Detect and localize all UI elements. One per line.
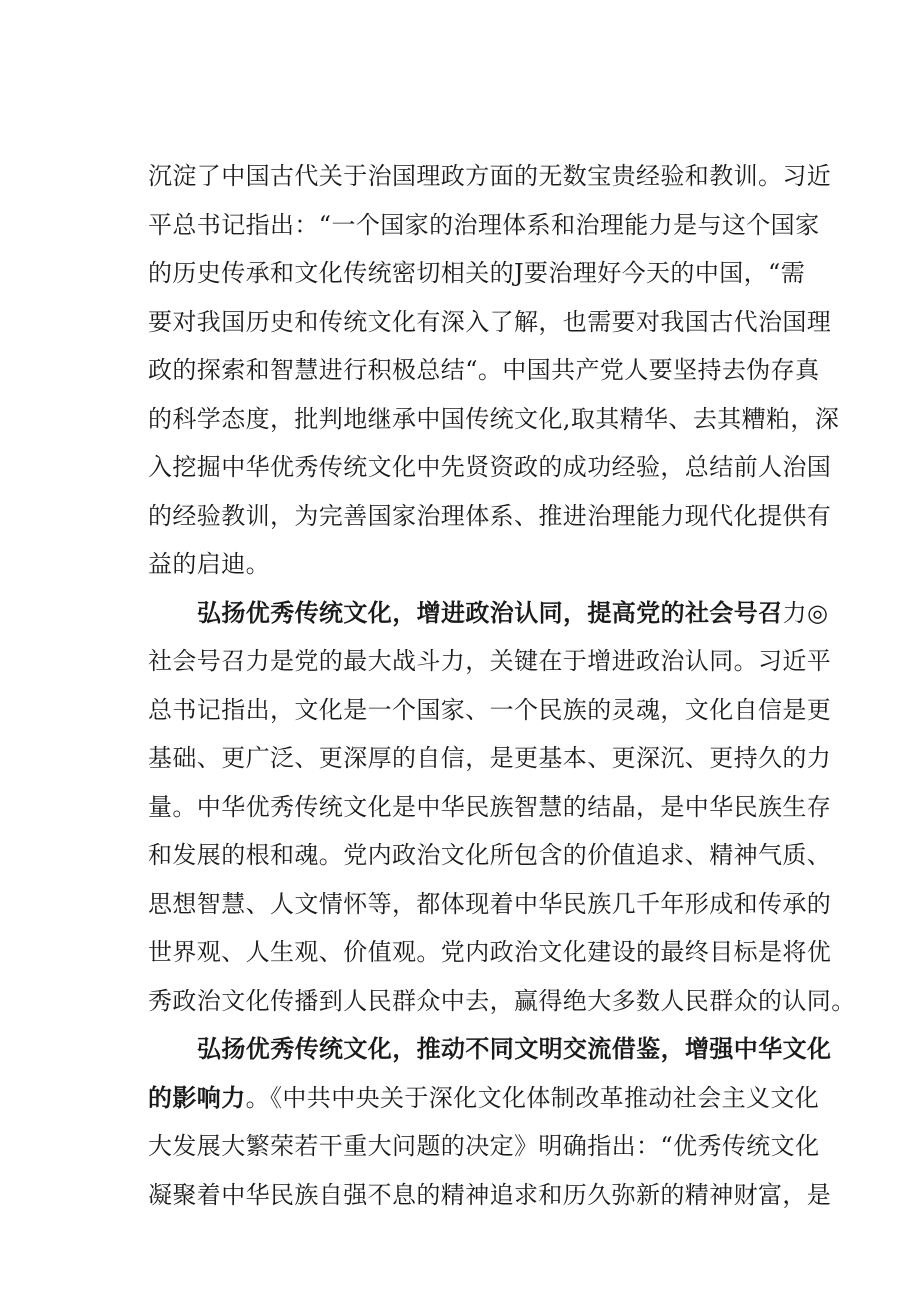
- paragraph-3-heading-line-1: 弘扬优秀传统文化，推动不同文明交流借鉴，增强中华文化: [197, 1034, 832, 1063]
- paragraph-2-line-5: 和发展的根和魂。党内政治文化所包含的价值追求、精神气质、: [148, 841, 832, 869]
- paragraph-2-line-1: 社会号召力是党的最大战斗力，关键在于增进政治认同。习近平: [148, 647, 832, 675]
- paragraph-2-heading-tail: 力◎: [782, 598, 829, 627]
- paragraph-1-line-6: 的科学态度，批判地继承中国传统文化,取其精华、去其糟粕，深: [148, 404, 840, 433]
- paragraph-1-line-2: 平总书记指出：“一个国家的治理体系和治理能力是与这个国家: [148, 210, 820, 239]
- paragraph-2-heading-bold: 弘扬优秀传统文化，增进政治认同，提高党的社会号召: [197, 597, 783, 627]
- paragraph-3-heading-bold: 的影响力: [148, 1082, 246, 1112]
- paragraph-1-line-1: 沉淀了中国古代关于治国理政方面的无数宝贵经验和教训。习近: [148, 162, 832, 190]
- paragraph-1-line-4: 要对我国历史和传统文化有深入了解，也需要对我国古代治国理: [148, 307, 832, 336]
- document-body: [148, 152, 856, 1219]
- paragraph-3-heading-rest: 。《中共中央关于深化文化体制改革推动社会主义文化: [245, 1083, 820, 1112]
- paragraph-3-heading-line-2: [148, 1074, 820, 1123]
- paragraph-2-line-6: 思想智慧、人文情怀等，都体现着中华民族几千年形成和传承的: [148, 889, 832, 918]
- paragraph-1-line-9: 益的启迪。: [148, 550, 270, 578]
- paragraph-3-line-1: 大发展大繁荣若干重大问题的决定》明确指出：“优秀传统文化: [148, 1132, 820, 1160]
- paragraph-2-line-4: 量。中华优秀传统文化是中华民族智慧的结晶，是中华民族生存: [148, 792, 832, 821]
- paragraph-2-line-8: 秀政治文化传播到人民群众中去，赢得绝大多数人民群众的认同。: [148, 986, 856, 1015]
- paragraph-1-line-5: 政的探索和智慧进行积极总结“。中国共产党人要坚持去伪存真: [148, 356, 820, 384]
- paragraph-2-line-7: 世界观、人生观、价值观。党内政治文化建设的最终目标是将优: [148, 938, 832, 966]
- paragraph-2-heading: [148, 589, 829, 638]
- paragraph-1-line-7: 入挖掘中华优秀传统文化中先贤资政的成功经验，总结前人治国: [148, 453, 832, 481]
- paragraph-3-line-2: 凝聚着中华民族自强不息的精神追求和历久弥新的精神财富，是: [148, 1180, 832, 1209]
- paragraph-2-line-2: 总书记指出，文化是一个国家、一个民族的灵魂，文化自信是更: [148, 695, 832, 724]
- paragraph-2-line-3: 基础、更广泛、更深厚的自信，是更基本、更深沉、更持久的力: [148, 744, 832, 772]
- paragraph-1-line-8: 的经验教训，为完善国家治理体系、推进治理能力现代化提供有: [148, 501, 832, 530]
- paragraph-1-line-3: 的历史传承和文化传统密切相关的J要治理好今天的中国，“需: [148, 259, 806, 287]
